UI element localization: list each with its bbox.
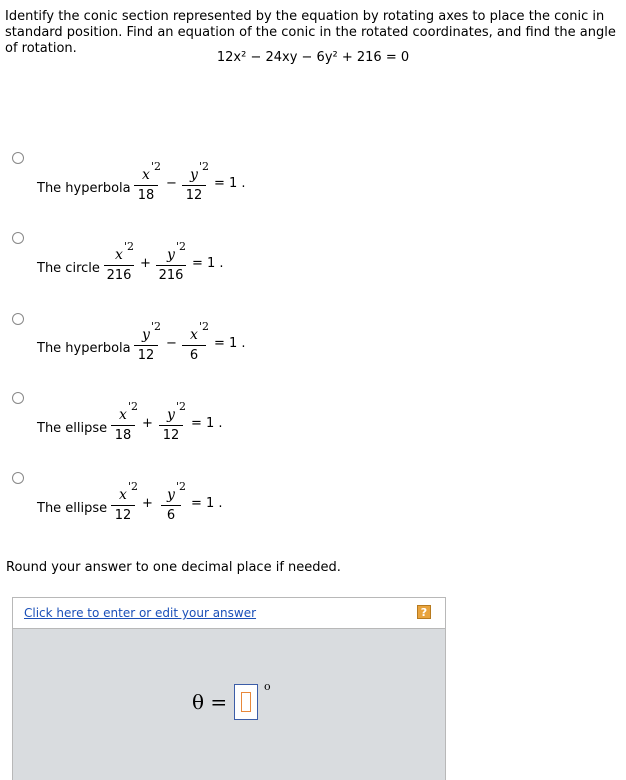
choice-2-term-1: x '2 216: [104, 247, 134, 284]
choice-3-term-1: y '2 12: [134, 327, 158, 364]
choice-4-rhs: = 1 .: [191, 416, 223, 431]
choice-1-label: The hyperbola: [37, 181, 131, 196]
round-note: Round your answer to one decimal place if needed.: [6, 560, 341, 575]
choice-1-term-2: y '2 12: [182, 167, 206, 204]
choice-2-rhs: = 1 .: [192, 256, 224, 271]
choice-1-operator: −: [166, 176, 177, 191]
choice-1-term-1: x '2 18: [134, 167, 158, 204]
choice-4-label: The ellipse: [37, 421, 108, 436]
choice-5-operator: +: [142, 496, 153, 511]
answer-header: [13, 598, 445, 629]
choice-3-term-2: x '2 6: [182, 327, 206, 364]
choice-5-rhs: = 1 .: [191, 496, 223, 511]
choice-2-label: The circle: [37, 261, 100, 276]
choice-2-term-2: y '2 216: [156, 247, 186, 284]
choice-4-operator: +: [142, 416, 153, 431]
choice-4-radio[interactable]: [12, 392, 24, 404]
choice-4-term-1: x '2 18: [111, 407, 135, 444]
choice-2-operator: +: [140, 256, 151, 271]
choice-5-term-1: x '2 12: [111, 487, 135, 524]
choice-3-label: The hyperbola: [37, 341, 131, 356]
choice-5-label: The ellipse: [37, 501, 108, 516]
choice-3-rhs: = 1 .: [214, 336, 246, 351]
choice-4-term-2: y '2 12: [159, 407, 183, 444]
answer-panel: [12, 597, 446, 780]
question-equation: 12x² − 24xy − 6y² + 216 = 0: [216, 50, 410, 65]
question-text: Identify the conic section represented by the equation by rotating axes to place the conic in standard position. Find an equation of the conic in the rotated coordinates, and find the angle of rotation.: [5, 9, 616, 56]
degree-symbol: o: [264, 680, 271, 693]
choice-1-radio[interactable]: [12, 152, 24, 164]
choice-2-radio[interactable]: [12, 232, 24, 244]
edit-answer-link[interactable]: Click here to enter or edit your answer: [24, 606, 257, 620]
choice-3-radio[interactable]: [12, 313, 24, 325]
angle-answer-input[interactable]: [234, 684, 258, 720]
theta-label: θ =: [192, 690, 228, 714]
choice-5-radio[interactable]: [12, 472, 24, 484]
choice-3-operator: −: [166, 336, 177, 351]
choice-1-rhs: = 1 .: [214, 176, 246, 191]
help-icon[interactable]: ?: [417, 605, 431, 619]
choice-5-term-2: y '2 6: [161, 487, 181, 524]
